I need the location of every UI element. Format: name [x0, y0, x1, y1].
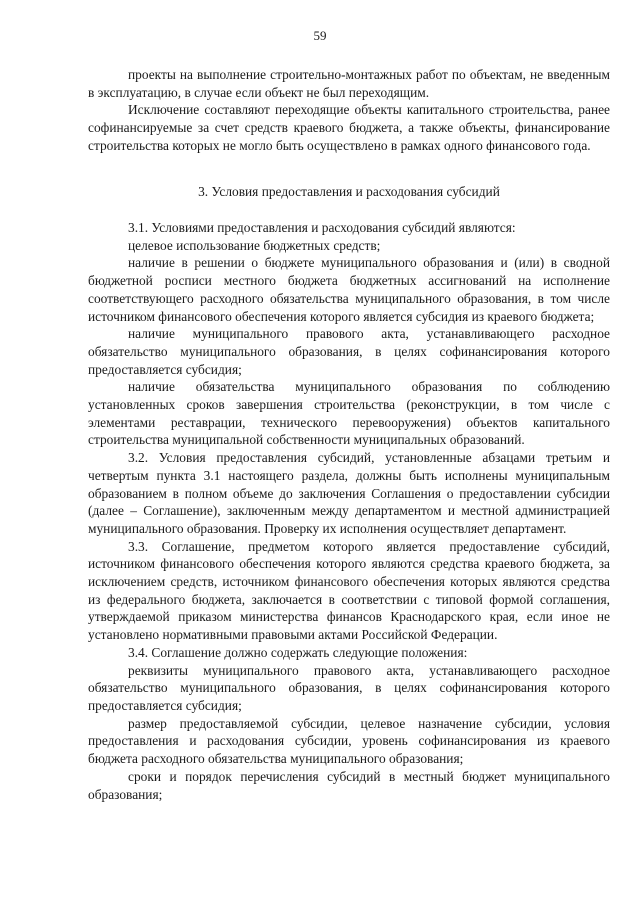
- intro-block: [88, 66, 610, 155]
- section-heading: 3. Условия предоставления и расходования субсидий: [198, 184, 500, 199]
- paragraph: 3.2. Условия предоставления субсидий, установленные абзацами третьим и четвертым пункта 3.1 настоящего раздела, должны быть исполнены муниципальным образованием в полном объеме до заключения Соглашения о предоставлении субсидии (далее – Соглашение), заключенным между департаментом и местной администрацией муниципального образования. Проверку их исполнения осуществляет департамент.: [88, 450, 610, 536]
- paragraph: 3.4. Соглашение должно содержать следующие положения:: [128, 644, 468, 660]
- paragraph: размер предоставляемой субсидии, целевое назначение субсидии, условия предоставления и расходования субсидии, уровень софинансирования из краевого бюджета расходного обязательства муниципального образования;: [88, 715, 610, 767]
- paragraph: 3.3. Соглашение, предметом которого является предоставление субсидий, источником финансового обеспечения которого являются средства краевого бюджета, за исключением средств, источником финансового обеспечения которых являются средства из федерального бюджета, заключается в соответствии с типовой формой соглашения, утверждаемой приказом министерства финансов Краснодарского края, если иное не установлено нормативными правовыми актами Российской Федерации.: [88, 538, 610, 643]
- intro-paragraph: проекты на выполнение строительно-монтажных работ по объектам, не введенным в эксплуатацию, в случае если объект не был переходящим.: [88, 67, 610, 100]
- paragraph: реквизиты муниципального правового акта, устанавливающего расходное обязательство муниципального образования, в целях софинансирования которого предоставляется субсидия;: [88, 662, 610, 713]
- paragraph: наличие муниципального правового акта, устанавливающего расходное обязательство муниципального образования, в целях софинансирования которого предоставляется субсидия;: [88, 326, 610, 377]
- paragraph: наличие обязательства муниципального образования по соблюдению установленных сроков завершения строительства (реконструкции, в том числе с элементами реставрации, технического перевооружения) объектов капитального строительства муниципальной собственности муниципальных образований.: [88, 379, 610, 448]
- paragraph: 3.1. Условиями предоставления и расходования субсидий являются:: [128, 220, 516, 235]
- paragraph: целевое использование бюджетных средств;: [128, 237, 381, 253]
- paragraph: наличие в решении о бюджете муниципального образования и (или) в сводной бюджетной росписи местного бюджета бюджетных ассигнований на исполнение соответствующего расходного обязательства муниципального образования, в том числе источником финансового обеспечения которого является субсидия из краевого бюджета;: [88, 255, 610, 324]
- paragraph: сроки и порядок перечисления субсидий в местный бюджет муниципального образования;: [88, 768, 610, 802]
- page-number: 59: [313, 28, 327, 43]
- section-body: [88, 219, 610, 803]
- intro-paragraph: Исключение составляют переходящие объекты капитального строительства, ранее софинансируемые за счет средств краевого бюджета, а также объекты, финансирование строительства которых не могло быть осуществлено в рамках одного финансового года.: [88, 102, 610, 153]
